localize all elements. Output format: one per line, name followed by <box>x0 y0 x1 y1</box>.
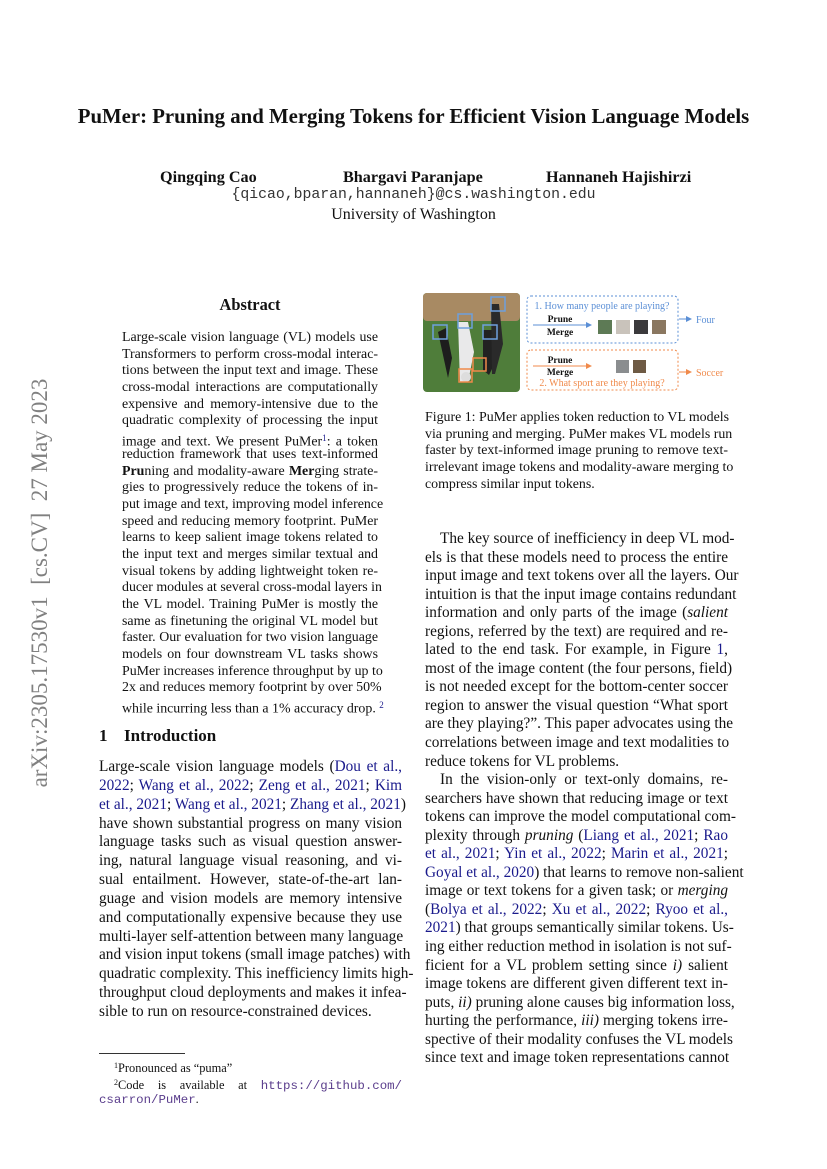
abstract-heading: Abstract <box>219 295 281 314</box>
text-line <box>425 938 732 957</box>
footnote-mark[interactable]: 2 <box>379 700 384 711</box>
figure-1 <box>423 292 735 394</box>
text-line <box>99 909 402 928</box>
text-line <box>425 623 728 642</box>
text: gies to progressively reduce the tokens of in- <box>122 480 378 496</box>
text: ducer modules at several cross-modal layers in <box>122 580 382 596</box>
text-line <box>99 833 402 852</box>
text: els is that these models need to process the entire <box>425 548 728 566</box>
text: Pronounced as “puma” <box>118 1061 233 1076</box>
text-line <box>99 890 402 909</box>
abstract-body <box>122 330 384 717</box>
text: ; <box>129 776 139 794</box>
text-line <box>122 514 378 531</box>
text: visual tokens by adding lightweight token re- <box>122 563 378 579</box>
text-line <box>122 480 378 497</box>
footnote-mark[interactable]: 1 <box>322 433 327 444</box>
text-line <box>99 1091 402 1108</box>
footnote-divider <box>99 1053 185 1054</box>
text: reduce tokens for VL problems. <box>425 752 620 770</box>
text: The key source of inefficiency in deep VL mod- <box>440 530 735 547</box>
text-line <box>122 547 378 564</box>
text: ; <box>495 845 505 863</box>
text-line <box>122 413 378 430</box>
text-line <box>425 530 735 549</box>
url-link[interactable]: csarron/PuMer <box>99 1093 196 1107</box>
footnotes <box>99 1058 402 1108</box>
text: : a token <box>326 434 378 450</box>
text: multi-layer self-attention between many language <box>99 927 404 945</box>
text: ; <box>723 845 728 863</box>
text: , <box>724 641 728 659</box>
text: puts, <box>425 993 459 1011</box>
text-line <box>99 777 402 796</box>
text: searchers have shown that reducing image or text <box>425 789 728 807</box>
text: compress similar input tokens. <box>425 476 595 492</box>
text: faster by text-informed image pruning to remove text- <box>425 443 728 459</box>
text-line <box>99 1003 402 1022</box>
text-line <box>425 845 728 864</box>
introduction-body <box>99 758 414 1022</box>
text-line <box>425 443 728 460</box>
text-line <box>425 426 733 444</box>
citation-link[interactable]: 1 <box>716 641 725 659</box>
text-line <box>122 630 378 647</box>
text-line <box>99 928 402 947</box>
text: tokens can improve the model computational com- <box>425 808 736 826</box>
text-line <box>122 680 382 697</box>
footnote-number: 2 <box>114 1077 119 1087</box>
answer-2: Soccer <box>696 368 724 379</box>
text: . <box>195 1092 199 1106</box>
text: faster. Our evaluation for two vision language <box>122 630 378 646</box>
text: 2x and reduces memory footprint by over 50% <box>122 680 382 696</box>
prune-label: Prune <box>547 315 573 325</box>
question-2-text: 2. What sport are they playing? <box>539 378 665 389</box>
text: Large-scale vision language (VL) models use <box>122 330 378 345</box>
text: ) that groups semantically similar tokens. Us- <box>455 919 734 937</box>
citation-link[interactable]: Bolya et al., 2022 <box>430 900 543 918</box>
text-line <box>122 447 378 464</box>
citation-link[interactable]: Xu et al., 2022 <box>551 900 647 918</box>
text: quadratic complexity. This inefficiency limits high- <box>99 965 414 983</box>
text-line <box>122 464 378 481</box>
section-number: 1 <box>99 726 108 745</box>
text: have shown substantial progress on many vision <box>99 814 402 832</box>
text-line <box>122 430 378 450</box>
text: since text and image token representations cannot <box>425 1049 730 1067</box>
text-line <box>122 530 378 547</box>
text: ; <box>249 776 259 794</box>
italic-text: salient <box>687 604 728 622</box>
text-line <box>425 697 728 716</box>
citation-link[interactable]: Ryoo et al., <box>655 900 728 918</box>
italic-text: iii) <box>581 1012 599 1030</box>
text-line <box>425 863 744 883</box>
text: plexity through <box>425 826 525 844</box>
text: image tokens are different given different text in- <box>425 975 728 993</box>
text-line <box>99 965 414 984</box>
text: same as finetuning the original VL model but <box>122 613 378 629</box>
text-line <box>99 984 407 1003</box>
text: ing either reduction method in isolation is not suf- <box>425 938 732 956</box>
text: speed and reducing memory footprint. PuMer <box>122 513 378 529</box>
text-line <box>425 919 734 938</box>
text: ; <box>646 900 656 918</box>
text: and vision input tokens (small image patches) with <box>99 946 411 964</box>
author-name: Bhargavi Paranjape <box>343 168 483 186</box>
text-line <box>99 795 406 815</box>
text: ; <box>542 900 552 918</box>
citation-link[interactable]: et al., 2021 <box>425 845 496 863</box>
text: salient <box>682 956 728 974</box>
text-line <box>99 1058 402 1075</box>
text-line <box>425 567 739 586</box>
text-line <box>122 330 378 347</box>
author-name: Qingqing Cao <box>160 168 257 186</box>
text: irrelevant image tokens and modality-aware merging to <box>425 460 734 476</box>
question-1-text: 1. How many people are playing? <box>534 301 670 312</box>
text: image or text tokens for a given task; or <box>425 882 678 900</box>
soccer-photo <box>423 293 520 392</box>
text-line <box>425 1049 728 1068</box>
text: information and only parts of the image ( <box>425 604 688 622</box>
affiliation: University of Washington <box>331 206 496 223</box>
text-line <box>425 993 735 1013</box>
paper-title: PuMer: Pruning and Merging Tokens for Efficient Vision Language Models <box>77 105 750 128</box>
text: Large-scale vision language models ( <box>99 758 335 775</box>
text-line <box>122 647 378 664</box>
text-line <box>122 663 383 681</box>
text: and computationally expensive because they use <box>99 908 402 926</box>
text: are they playing?”. This paper advocates using the <box>425 715 734 733</box>
prune-label: Prune <box>547 356 573 366</box>
kept-tokens-1 <box>598 320 666 334</box>
text: region to answer the visual question “What sport <box>425 696 728 714</box>
text: ) <box>400 795 406 813</box>
italic-text: pruning <box>524 826 574 844</box>
text: ; <box>365 776 375 794</box>
text-line <box>425 659 733 679</box>
bold-text: Mer <box>288 463 315 479</box>
text: tions between the input text and image. These <box>122 363 378 379</box>
text-line <box>425 808 736 827</box>
text-line <box>425 827 728 846</box>
text-line <box>122 614 378 631</box>
citation-link[interactable]: Wang et al., 2022 <box>138 776 250 794</box>
text-line <box>425 460 734 477</box>
text-line <box>425 585 737 605</box>
citation-link[interactable]: 2022 <box>99 776 130 794</box>
text: guage and vision models are memory intensive <box>99 889 402 907</box>
text-line <box>122 597 378 614</box>
text: throughput cloud deployments and makes it infea- <box>99 984 407 1002</box>
text: via pruning and merging. PuMer makes VL models run <box>425 426 733 442</box>
text-line <box>425 753 728 772</box>
text: language tasks such as visual question answer- <box>99 833 402 851</box>
text-line <box>122 564 378 581</box>
text-line <box>122 496 384 514</box>
text-line <box>122 580 382 597</box>
figure-caption <box>425 410 734 493</box>
text: Figure 1: PuMer applies token reduction to VL models <box>425 410 730 425</box>
text: hurting the performance, <box>425 1012 582 1030</box>
text-line <box>425 477 728 494</box>
text-line <box>425 957 728 976</box>
text: while incurring less than a 1% accuracy drop. <box>122 701 380 717</box>
citation-link[interactable]: Zeng et al., 2021 <box>258 776 366 794</box>
text: cross-modal interactions are computationally <box>122 380 378 396</box>
citation-link[interactable]: Yin et al., 2022 <box>504 845 602 863</box>
text: regions, referred by the text) are required and re- <box>425 622 728 640</box>
text: ( <box>573 826 584 844</box>
text: pruning alone causes big information loss, <box>471 993 735 1011</box>
text: lated to the end task. For example, in Figure <box>425 641 717 659</box>
citation-link[interactable]: Liang et al., 2021 <box>583 826 695 844</box>
text-line <box>425 1030 733 1050</box>
text: intuition is that the input image contains redundant <box>425 585 737 603</box>
text-line <box>122 347 378 364</box>
text-line <box>99 871 402 890</box>
text: the VL model. Training PuMer is mostly the <box>122 597 378 612</box>
text: put image and text, improving model inference <box>122 496 384 512</box>
text: ficient for a VL problem setting since <box>425 956 673 974</box>
text: ning and modality-aware <box>144 463 289 479</box>
text-line <box>122 697 384 717</box>
text-line <box>99 815 402 834</box>
text-line <box>425 734 728 753</box>
text: is not needed except for the bottom-center soccer <box>425 678 728 696</box>
italic-text: merging <box>677 882 728 900</box>
text-line <box>99 852 402 871</box>
text: ; <box>694 826 704 844</box>
text: merging tokens irre- <box>598 1012 728 1030</box>
text-line <box>122 380 378 397</box>
arxiv-stamp: arXiv:2305.17530v1 [cs.CV] 27 May 2023 <box>27 378 52 788</box>
text: expensive and memory-intensive due to the <box>122 396 378 412</box>
text-line <box>425 901 728 920</box>
text: ; <box>166 795 175 813</box>
merge-label: Merge <box>546 328 574 338</box>
text-line <box>425 549 728 568</box>
citation-link[interactable]: Marin et al., 2021 <box>610 845 724 863</box>
text-line <box>122 397 378 414</box>
text: sual entailment. However, state-of-the-art lan- <box>99 871 402 889</box>
author-name: Hannaneh Hajishirzi <box>546 168 692 186</box>
text: sible to run on resource-constrained devices. <box>99 1002 372 1020</box>
text: ing, natural language visual reasoning, and vi- <box>99 852 402 870</box>
text: Transformers to perform cross-modal interac- <box>122 346 378 362</box>
citation-link[interactable]: Rao <box>703 826 728 844</box>
section-heading-introduction <box>99 726 216 746</box>
text: ; <box>601 845 611 863</box>
kept-tokens-2 <box>616 360 646 373</box>
text: ( <box>425 900 431 918</box>
text-line <box>99 946 411 965</box>
citation-link[interactable]: 2021 <box>425 919 456 937</box>
text-line <box>425 882 728 901</box>
author-emails: {qicao,bparan,hannaneh}@cs.washington.edu <box>231 187 596 203</box>
italic-text: ii) <box>458 993 472 1011</box>
text-line <box>425 604 728 623</box>
text-line <box>425 1012 728 1031</box>
citation-link[interactable]: et al., 2021 <box>99 795 167 813</box>
citation-link[interactable]: Wang et al., 2021 <box>174 795 282 813</box>
text-line <box>425 410 728 427</box>
text-line <box>425 790 728 809</box>
text-line <box>99 758 402 777</box>
text: models on four downstream VL tasks shows <box>122 647 378 663</box>
text: ging strate- <box>314 463 378 479</box>
text: learns to keep salient image tokens related to <box>122 530 378 546</box>
text: PuMer increases inference throughput by up to <box>122 663 383 679</box>
text: input image and text tokens over all the layers. Our <box>425 567 739 585</box>
text-line <box>425 678 728 697</box>
text: Code is available at <box>118 1077 261 1092</box>
url-link[interactable]: https://github.com/ <box>260 1078 402 1093</box>
citation-link[interactable]: Kim <box>374 776 403 794</box>
text-line <box>425 641 728 660</box>
text: correlations between image and text modalities to <box>425 734 730 752</box>
text: In the vision-only or text-only domains, re- <box>440 771 728 789</box>
citation-link[interactable]: Dou et al., <box>334 758 402 775</box>
text-line <box>99 1075 402 1092</box>
footnote-number: 1 <box>114 1061 119 1070</box>
citation-link[interactable]: Goyal et al., 2020 <box>425 863 535 881</box>
section-title: Introduction <box>124 726 217 745</box>
italic-text: i) <box>672 956 683 974</box>
text: quadratic complexity of processing the input <box>122 413 378 429</box>
text: spective of their modality confuses the VL models <box>425 1030 733 1048</box>
introduction-body-continued <box>425 530 744 1068</box>
text-line <box>425 975 728 994</box>
citation-link[interactable]: Zhang et al., 2021 <box>289 795 401 813</box>
text: ) that learns to remove non-salient <box>534 863 744 881</box>
text: reduction framework that uses text-informed <box>122 446 378 462</box>
text-line <box>122 363 378 380</box>
bold-text: Pru <box>122 463 145 479</box>
text-line <box>425 715 734 734</box>
answer-1: Four <box>696 315 715 326</box>
merge-label: Merge <box>546 368 574 378</box>
text: the input text and merges similar textual and <box>122 546 378 562</box>
text: ; <box>281 795 290 813</box>
text-line <box>425 771 728 790</box>
text: most of the image content (the four persons, field) <box>425 659 733 677</box>
text: image and text. We present PuMer <box>122 434 323 450</box>
